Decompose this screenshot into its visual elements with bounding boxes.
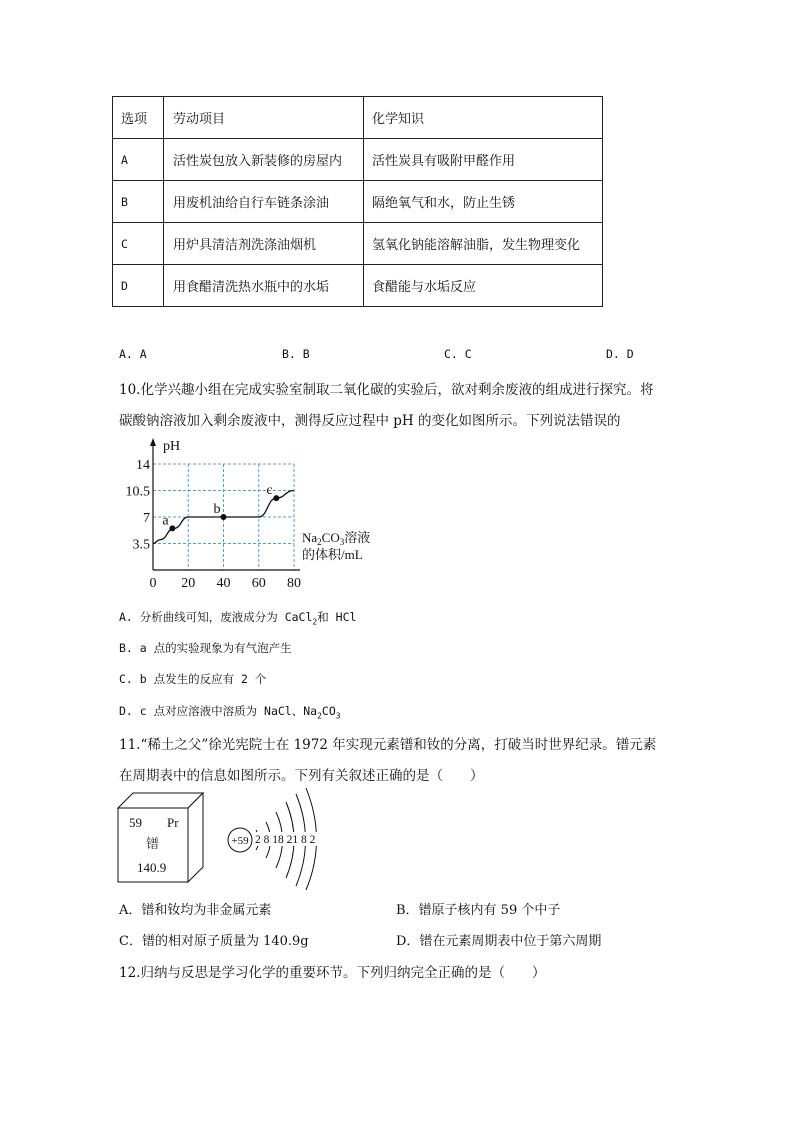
table-header-cell: 选项 — [113, 97, 164, 139]
table-header-row — [113, 97, 603, 139]
q10-option-b[interactable]: B. a 点的实验现象为有气泡产生 — [119, 641, 292, 655]
x-axis-label — [302, 530, 370, 547]
q12-stem: 12.归纳与反思是学习化学的重要环节。下列归纳完全正确的是（ ） — [119, 965, 546, 981]
table-cell: 食醋能与水垢反应 — [364, 265, 603, 307]
table-header-cell: 劳动项目 — [164, 97, 364, 139]
subscript: 3 — [335, 711, 341, 721]
table-cell: C — [113, 223, 164, 265]
q10-stem-line1: 10.化学兴趣小组在完成实验室制取二氧化碳的实验后，欲对剩余废液的组成进行探究。将 — [119, 382, 654, 398]
atomic-structure-diagram — [222, 786, 332, 890]
y-tick-label: 14 — [136, 458, 150, 473]
table-row — [113, 139, 603, 181]
x-label-sub: 3 — [339, 537, 345, 547]
y-tick-label: 3.5 — [132, 537, 150, 553]
option-text: CO — [321, 704, 336, 718]
atomic-number: 59 — [129, 815, 142, 830]
electron-counts: 2 8 18 21 8 2 — [255, 834, 316, 846]
subscript: 2 — [312, 617, 318, 627]
table-cell: 用食醋清洗热水瓶中的水垢 — [164, 265, 364, 307]
x-tick-label: 20 — [181, 576, 196, 591]
q11-option-d[interactable]: D．镨在元素周期表中位于第六周期 — [396, 934, 602, 949]
table-cell: D — [113, 265, 164, 307]
q11-stem-line1: 11.“稀土之父”徐光宪院士在 1972 年实现元素镨和钕的分离，打破当时世界纪录。镨元素 — [119, 737, 657, 753]
table-header-cell: 化学知识 — [364, 97, 603, 139]
q9-option-d[interactable]: D. D — [606, 347, 634, 361]
data-point-label: a — [162, 513, 169, 529]
table-cell: 隔绝氧气和水，防止生锈 — [364, 181, 603, 223]
table-cell: 用废机油给自行车链条涂油 — [164, 181, 364, 223]
q11-stem-line2: 在周期表中的信息如图所示。下列有关叙述正确的是（ ） — [119, 768, 484, 784]
x-tick-label: 80 — [287, 576, 301, 591]
data-point-a — [169, 525, 175, 531]
x-axis-label-line2: 的体积/mL — [302, 547, 363, 562]
element-name: 镨 — [146, 837, 160, 852]
data-point-c — [273, 495, 279, 501]
option-text: A. 分析曲线可知，废液成分为 CaCl — [119, 610, 313, 624]
table-row — [113, 265, 603, 307]
table-cell: 活性炭具有吸附甲醛作用 — [364, 139, 603, 181]
q10-option-d[interactable] — [119, 703, 341, 720]
q10-option-a[interactable] — [119, 609, 356, 626]
x-tick-label: 0 — [149, 576, 157, 591]
data-point-label: c — [266, 483, 273, 499]
q11-option-a[interactable]: A．镨和钕均为非金属元素 — [119, 903, 272, 918]
x-label-part: Na — [302, 530, 318, 545]
atomic-mass: 140.9 — [137, 860, 167, 875]
q10-stem-line2: 碳酸钠溶液加入剩余废液中，测得反应过程中 pH 的变化如图所示。下列说法错误的 — [119, 413, 621, 429]
option-text: D. c 点对应溶液中溶质为 NaCl、Na — [119, 704, 318, 718]
nuclear-charge: +59 — [231, 835, 249, 847]
table-cell: 活性炭包放入新装修的房屋内 — [164, 139, 364, 181]
table-cell: 用炉具清洁剂洗涤油烟机 — [164, 223, 364, 265]
x-label-part: 溶液 — [344, 530, 371, 545]
element-cube — [117, 792, 213, 884]
q11-option-b[interactable]: B．镨原子核内有 59 个中子 — [396, 903, 561, 918]
y-axis-arrow — [150, 438, 156, 446]
q9-option-c[interactable]: C. C — [444, 347, 472, 361]
q9-table — [112, 96, 603, 307]
q9-option-b[interactable]: B. B — [282, 347, 310, 361]
x-tick-label: 60 — [251, 576, 266, 591]
data-point-b — [221, 514, 227, 520]
ph-chart — [112, 432, 412, 592]
data-point-label: b — [213, 502, 221, 517]
table-row — [113, 223, 603, 265]
y-tick-label: 7 — [143, 511, 150, 526]
x-tick-label: 40 — [216, 576, 231, 591]
table-cell: 氢氧化钠能溶解油脂，发生物理变化 — [364, 223, 603, 265]
q9-option-a[interactable]: A. A — [119, 347, 147, 361]
subscript: 2 — [317, 711, 322, 721]
y-axis-label: pH — [163, 439, 181, 454]
x-label-sub: 2 — [317, 537, 322, 547]
element-symbol: Pr — [167, 815, 179, 830]
option-text: 和 HCl — [317, 610, 357, 624]
q11-option-c[interactable]: C．镨的相对原子质量为 140.9g — [119, 934, 309, 949]
y-tick-label: 10.5 — [125, 484, 150, 500]
table-cell: A — [113, 139, 164, 181]
table-row — [113, 181, 603, 223]
table-cell: B — [113, 181, 164, 223]
x-label-part: CO — [321, 530, 340, 545]
q10-option-c[interactable]: C. b 点发生的反应有 2 个 — [119, 672, 267, 686]
